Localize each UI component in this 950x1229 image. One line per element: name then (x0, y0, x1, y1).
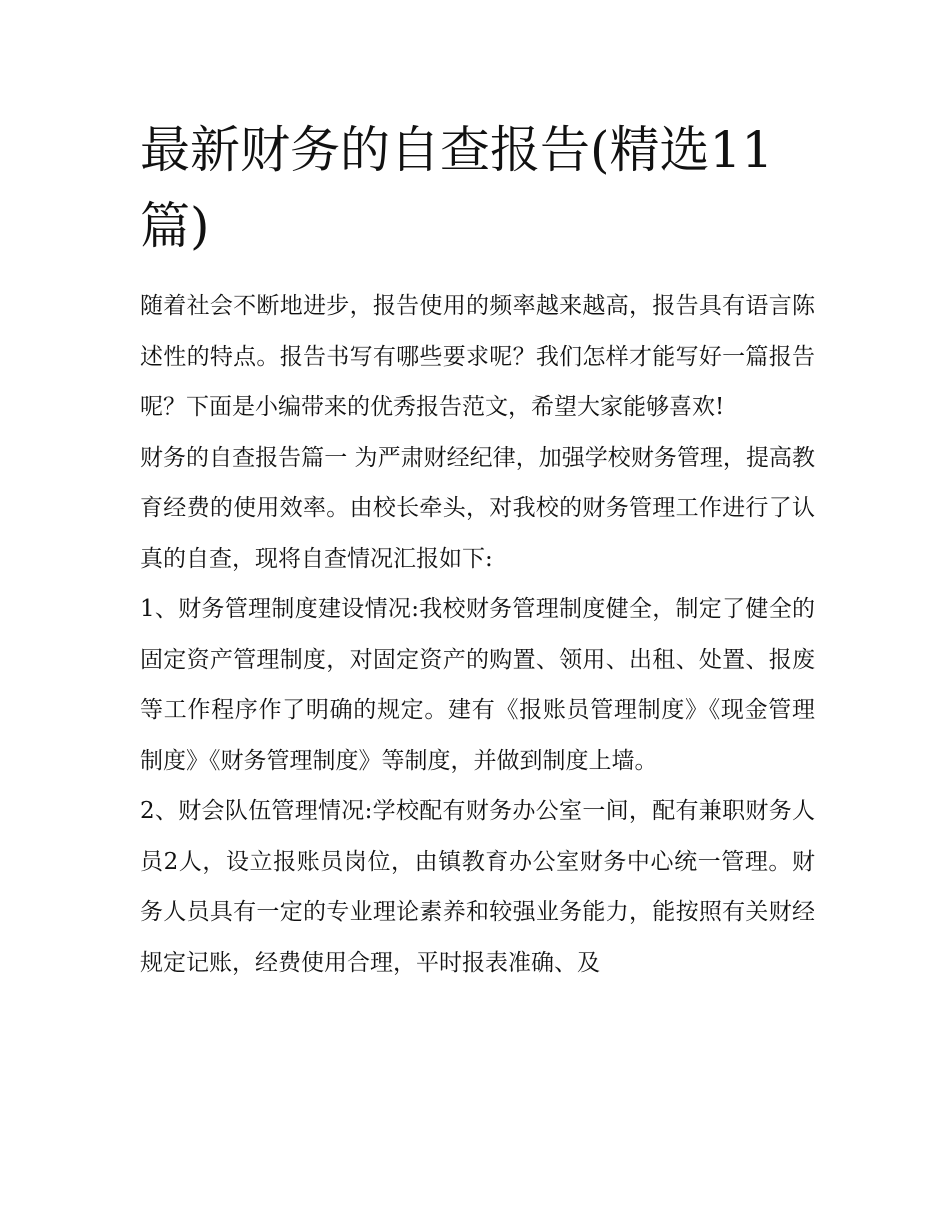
paragraph-intro: 随着社会不断地进步，报告使用的频率越来越高，报告具有语言陈述性的特点。报告书写有哪些要求呢？我们怎样才能写好一篇报告呢？下面是小编带来的优秀报告范文，希望大家能够喜欢! (140, 293, 815, 420)
paragraph-section-one: 财务的自查报告篇一 为严肃财经纪律，加强学校财务管理，提高教育经费的使用效率。由校长牵头，对我校的财务管理工作进行了认真的自查，现将自查情况汇报如下: (140, 444, 815, 572)
paragraph-item-1: 1、财务管理制度建设情况:我校财务管理制度健全，制定了健全的固定资产管理制度，对固定资产的购置、领用、出租、处置、报废等工作程序作了明确的规定。建有《报账员管理制度》《现金管理制度》《财务管理制度》等制度，并做到制度上墙。 (140, 596, 815, 774)
document-title: 最新财务的自查报告(精选11篇) (140, 121, 774, 255)
paragraph-item-2: 2、财会队伍管理情况:学校配有财务办公室一间，配有兼职财务人员2人，设立报账员岗位，由镇教育办公室财务中心统一管理。财务人员具有一定的专业理论素养和较强业务能力，能按照有关财经规定记账，经费使用合理，平时报表准确、及 (140, 798, 815, 976)
document-body (140, 281, 815, 988)
